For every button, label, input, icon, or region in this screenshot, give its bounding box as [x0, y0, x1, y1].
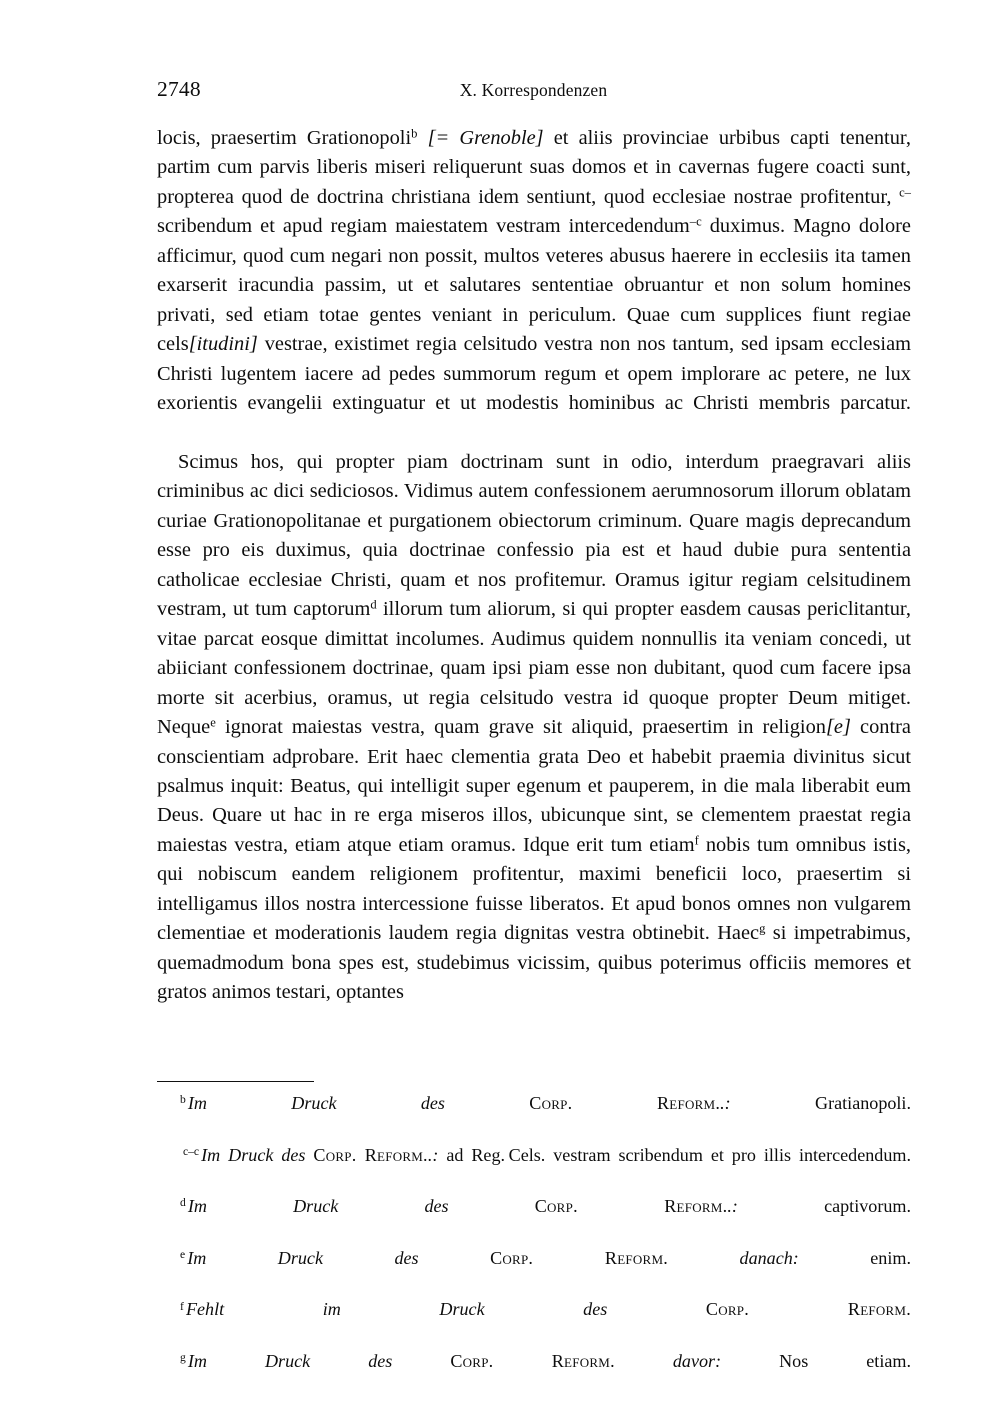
- footnote-marker: c–: [899, 185, 911, 200]
- footnote-entry: $^{c-c}$ Im Druck des Corp. Reform..: ad Reg. Cels. vestram scribendum et pro illis intercedendum.: [183, 1144, 911, 1165]
- small-caps-source-abbr: Corp. Reform.: [705, 1299, 912, 1320]
- editorial-italic: [e]: [825, 716, 851, 739]
- body-paragraph: Scimus hos, qui propter piam doctrinam sunt in odio, interdum praegravari aliis criminibus ac dici sediciosos. Vidimus autem confessionem aerumnosorum illorum oblatam curiae Grationopolitanae et purgationem obiectorum criminum. Quare magis deprecandum esse pro eis duximus, quia doctrinae confessio pia est et haud dubie pura sententia catholicae ecclesiae Christi, quam et nos profitemur. Oramus igitur regiam celsitudinem vestram, ut tum captorum$^d$ illorum tum aliorum, si qui propter easdem causas periclitantur, vitae parcat eosque dimittat incolumes. Audimus quidem nonnullis ita veniam concedi, ut abiiciant confessionem doctrinae, quam ipsi piam esse non dubitant, quod cum facere ipsa morte sit acerbius, oramus, ut regia celsitudo vestra id quoque propter Deum mitiget. Neque$^e$ ignorat maiestas vestra, quam grave sit aliquid, praesertim in religion[e] contra conscientiam adprobare. Erit haec clementia grata Deo et habebit praemia divinitus sicut psalmus inquit: Beatus, qui intelligit super egenum et pauperem, in die mala liberabit eum Deus. Quare ut hac in re erga miseros illos, ubicunque sint, se clementem praestat regia maiestas vestra, etiam atque etiam oramus. Idque erit tum etiam$^f$ nobis tum omnibus istis, qui nobiscum eandem religionem profitentur, maximi beneficii loco, praesertim si intelligamus illos nostra intercessione fuisse liberatos. Et apud bonos omnes non vulgarem clementiae et moderationis laudem regia dignitas vestra obtinebit. Haec$^g$ si impetrabimus, quemadmodum bona spes est, studebimus vicissim, quibus poterimus officiis memores et gratos animos testari, optantes: [157, 450, 911, 1004]
- footnote-entry: $^e$ Im Druck des Corp. Reform. danach: enim.: [180, 1247, 911, 1268]
- small-caps-source-abbr: Corp. Reform.: [534, 1196, 728, 1217]
- body-text-block: [157, 124, 911, 1008]
- footnote-separator-rule: [157, 1081, 314, 1082]
- body-paragraph: locis, praesertim Grationopoli$^b$ [= Grenoble] et aliis provinciae urbibus capti tenentur, partim cum parvis liberis miseri reliquerunt suas domos et in cavernas fugere coacti sunt, propterea quod de doctrina christiana idem sentiunt, quod ecclesiae nostrae profitentur, $^{c-}$scribendum et apud regiam maiestatem vestram intercedendum$^{-c}$ duximus. Magno dolore afficimur, quod cum negari non possit, multos veteres abusus haerere in ecclesiis ita tamen exarserit iracundia passim, ut et salutares sententiae obruantur et non solum homines privati, sed etiam totae gentes veniant in periculum. Quae cum supplices fiunt regiae cels[itudini] vestrae, existimet regia celsitudo vestra non nos tantum, sed ipsam ecclesiam Christi lugentem iacere ad pedes summorum regum et opem implorare ac petere, ne lux exorientis evangelii extinguatur et ut modestis hominibus ac Christi membris parcatur.: [157, 126, 911, 415]
- running-head-title: X. Korrespondenzen: [459, 80, 608, 100]
- editorial-italic: davor:: [672, 1350, 722, 1371]
- footnote-marker: d: [370, 597, 377, 612]
- editorial-italic: Im Druck des: [187, 1350, 393, 1371]
- footnote-label: e: [180, 1248, 186, 1261]
- footnote-entry: [157, 1297, 911, 1349]
- editorial-italic: .:: [727, 1196, 738, 1217]
- editorial-italic: .:: [720, 1093, 731, 1113]
- footnote-label: c–c: [183, 1144, 200, 1158]
- footnote-marker: b: [411, 126, 418, 141]
- editorial-italic: .:: [427, 1144, 439, 1165]
- editorial-italic: Fehlt im Druck des: [185, 1299, 608, 1320]
- editorial-italic: Im Druck des: [187, 1196, 449, 1217]
- footnote-entry: $^b$ Im Druck des Corp. Reform..: Gratianopoli.: [180, 1093, 911, 1113]
- footnote-label: g: [180, 1351, 186, 1365]
- footnote-marker: e: [210, 715, 216, 730]
- footnote-marker: –c: [689, 214, 702, 229]
- small-caps-source-abbr: Corp. Reform.: [529, 1093, 721, 1113]
- footnote-entry: $^g$ Im Druck des Corp. Reform. davor: Nos etiam.: [180, 1350, 911, 1371]
- footnote-marker: f: [694, 833, 699, 848]
- running-head: [157, 76, 910, 102]
- footnote-marker: g: [759, 921, 766, 936]
- footnote-entry: $^d$ Im Druck des Corp. Reform..: captivorum.: [180, 1196, 911, 1217]
- small-caps-source-abbr: Corp. Reform.: [313, 1144, 428, 1165]
- small-caps-source-abbr: Corp. Reform.: [450, 1350, 615, 1371]
- footnote-label: b: [180, 1093, 186, 1107]
- footnote-label: f: [180, 1299, 184, 1313]
- page-folio-number: 2748: [157, 77, 201, 101]
- editorial-italic: Im Druck des: [201, 1144, 306, 1165]
- editorial-italic: Im Druck des: [187, 1247, 419, 1268]
- editorial-italic: danach:: [739, 1247, 799, 1268]
- footnote-label: d: [180, 1196, 186, 1210]
- footnote-apparatus: [157, 1091, 911, 1401]
- editorial-italic: Im Druck des: [187, 1093, 445, 1113]
- editorial-italic: [= Grenoble]: [427, 127, 544, 149]
- editorial-italic: [itudini]: [188, 333, 258, 356]
- small-caps-source-abbr: Corp. Reform.: [490, 1247, 669, 1268]
